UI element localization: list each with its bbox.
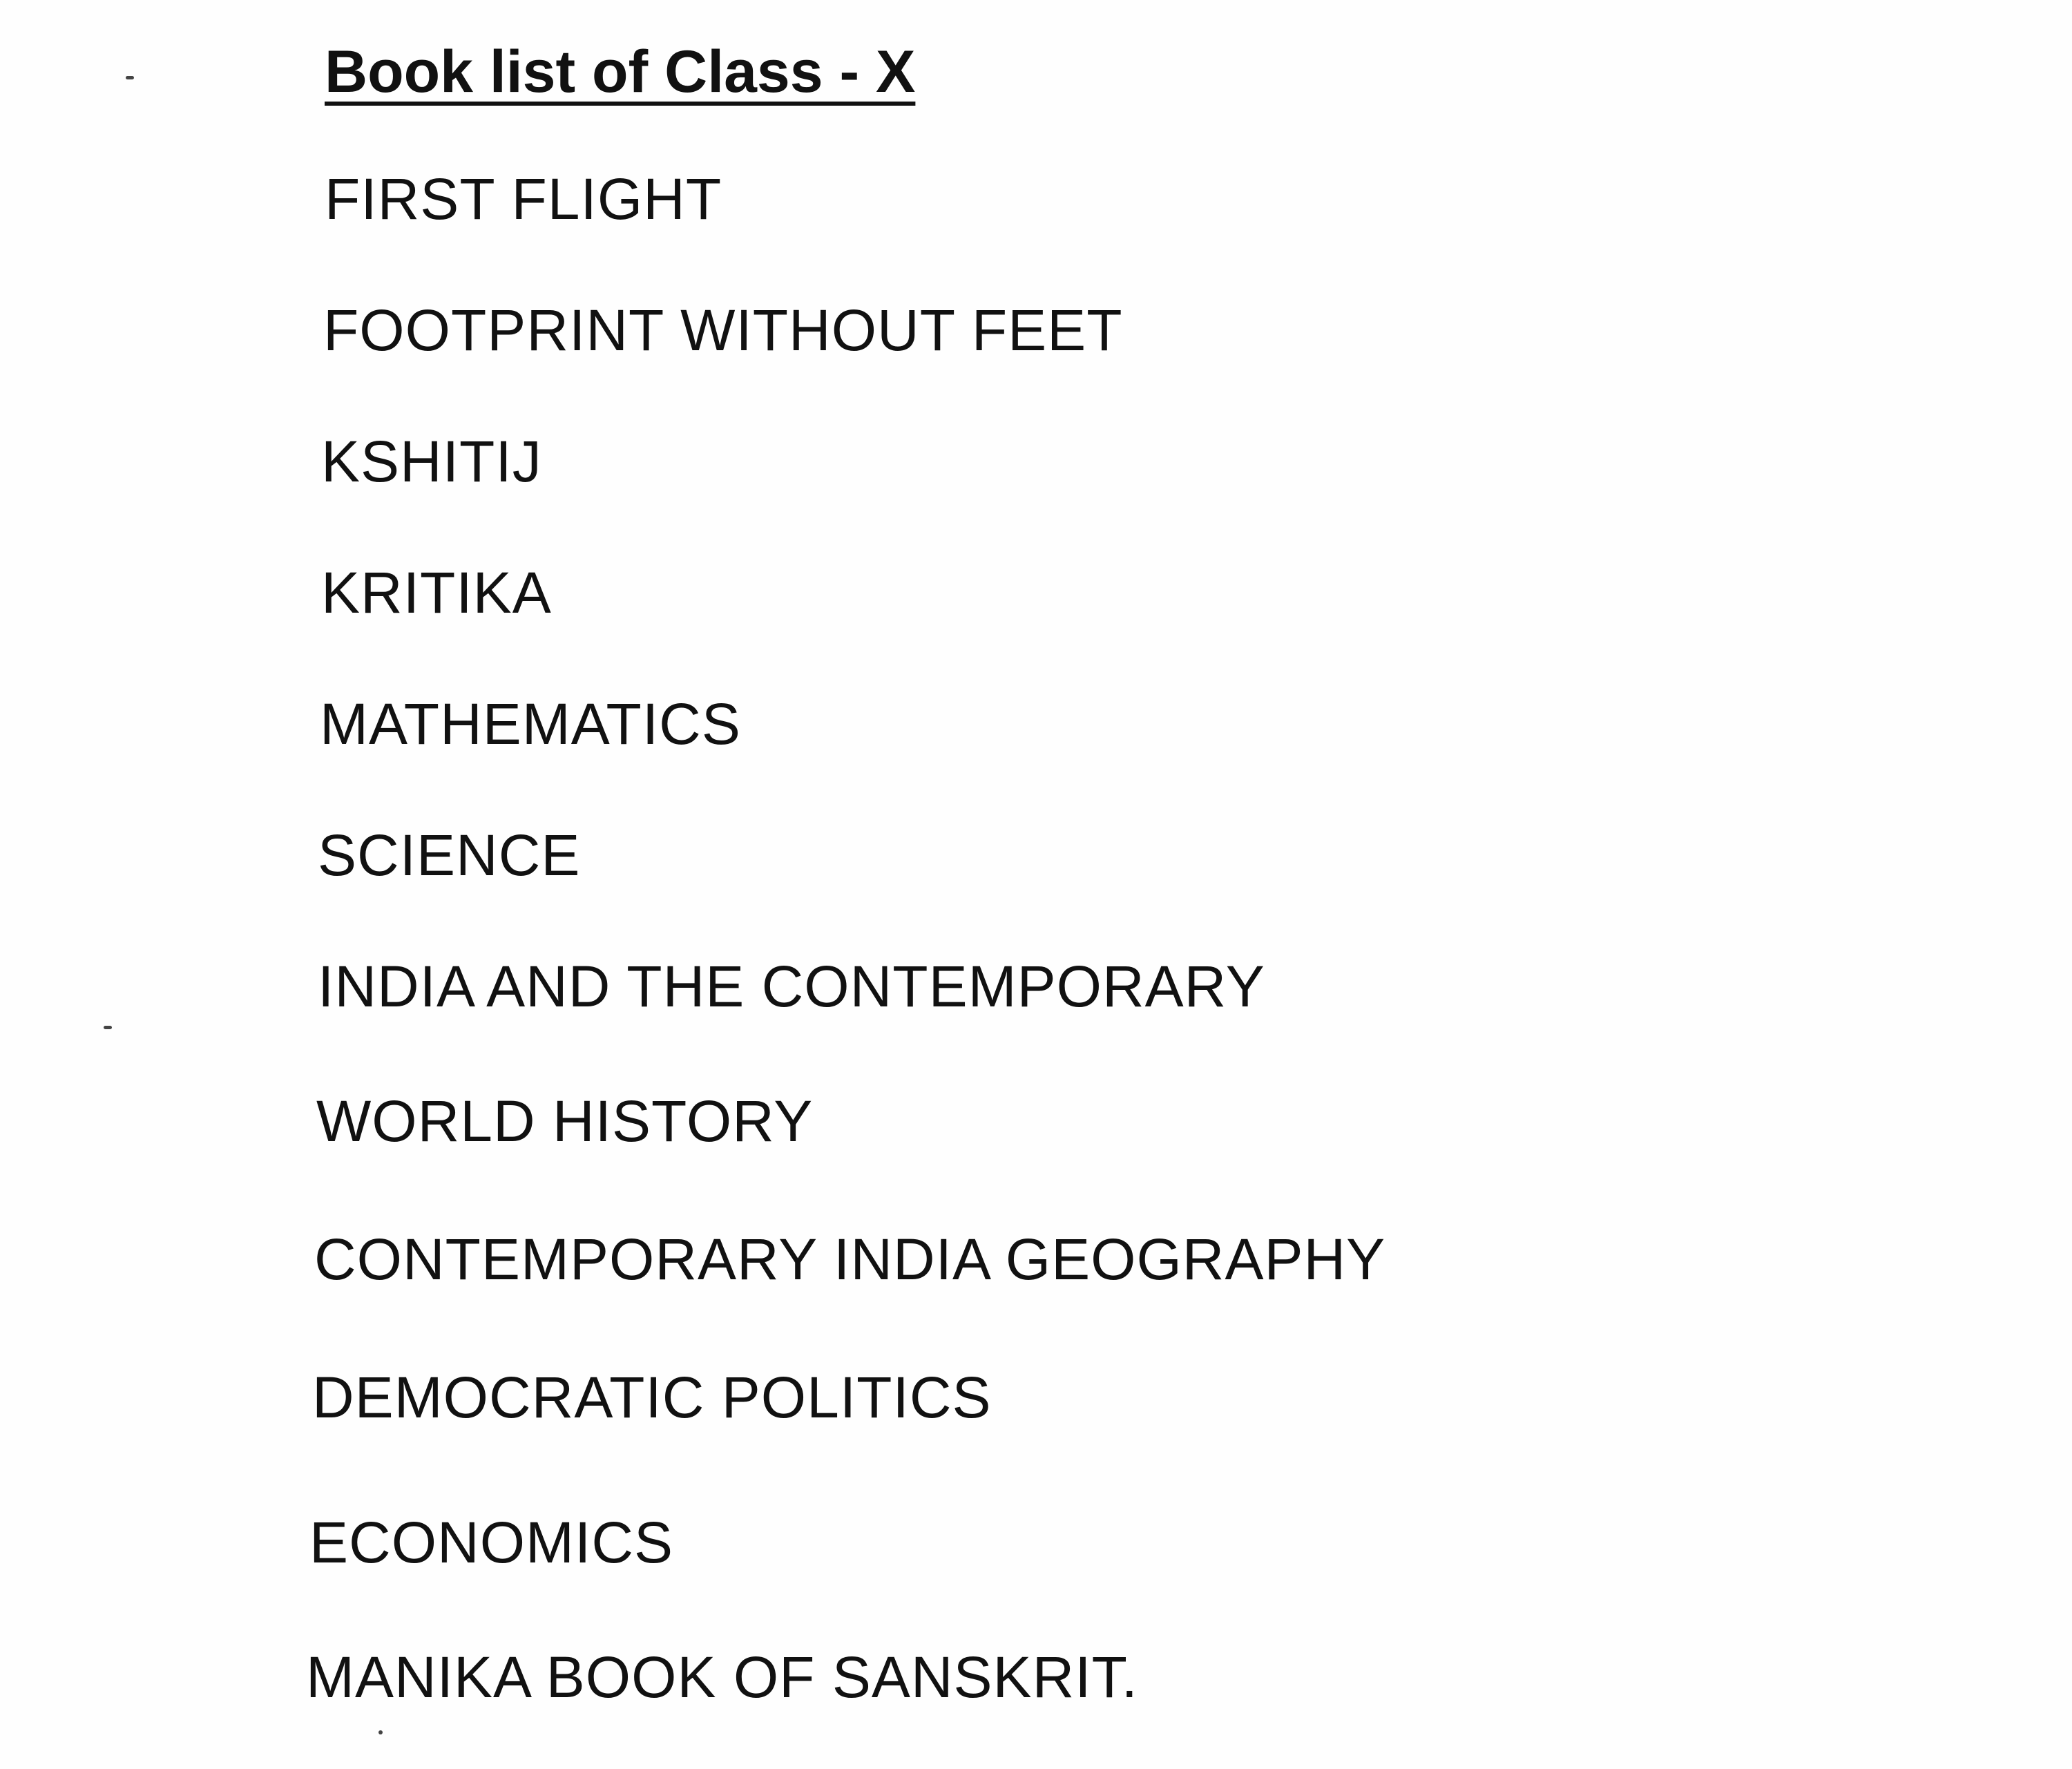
scan-speck [126,76,134,79]
book-item: DEMOCRATIC POLITICS [312,1365,992,1430]
book-item: KSHITIJ [321,429,542,494]
book-item: FOOTPRINT WITHOUT FEET [323,298,1123,363]
book-item: FIRST FLIGHT [325,166,722,231]
book-item: ECONOMICS [309,1510,674,1575]
page-title: Book list of Class - X [325,39,916,105]
book-item: WORLD HISTORY [316,1089,814,1154]
scan-speck [378,1730,383,1734]
book-item: KRITIKA [321,560,552,625]
book-item: SCIENCE [318,823,581,888]
book-item: MANIKA BOOK OF SANSKRIT. [306,1645,1138,1710]
scan-speck [104,1026,112,1029]
book-item: MATHEMATICS [320,691,741,756]
book-item: CONTEMPORARY INDIA GEOGRAPHY [314,1227,1386,1292]
book-item: INDIA AND THE CONTEMPORARY [318,954,1265,1019]
